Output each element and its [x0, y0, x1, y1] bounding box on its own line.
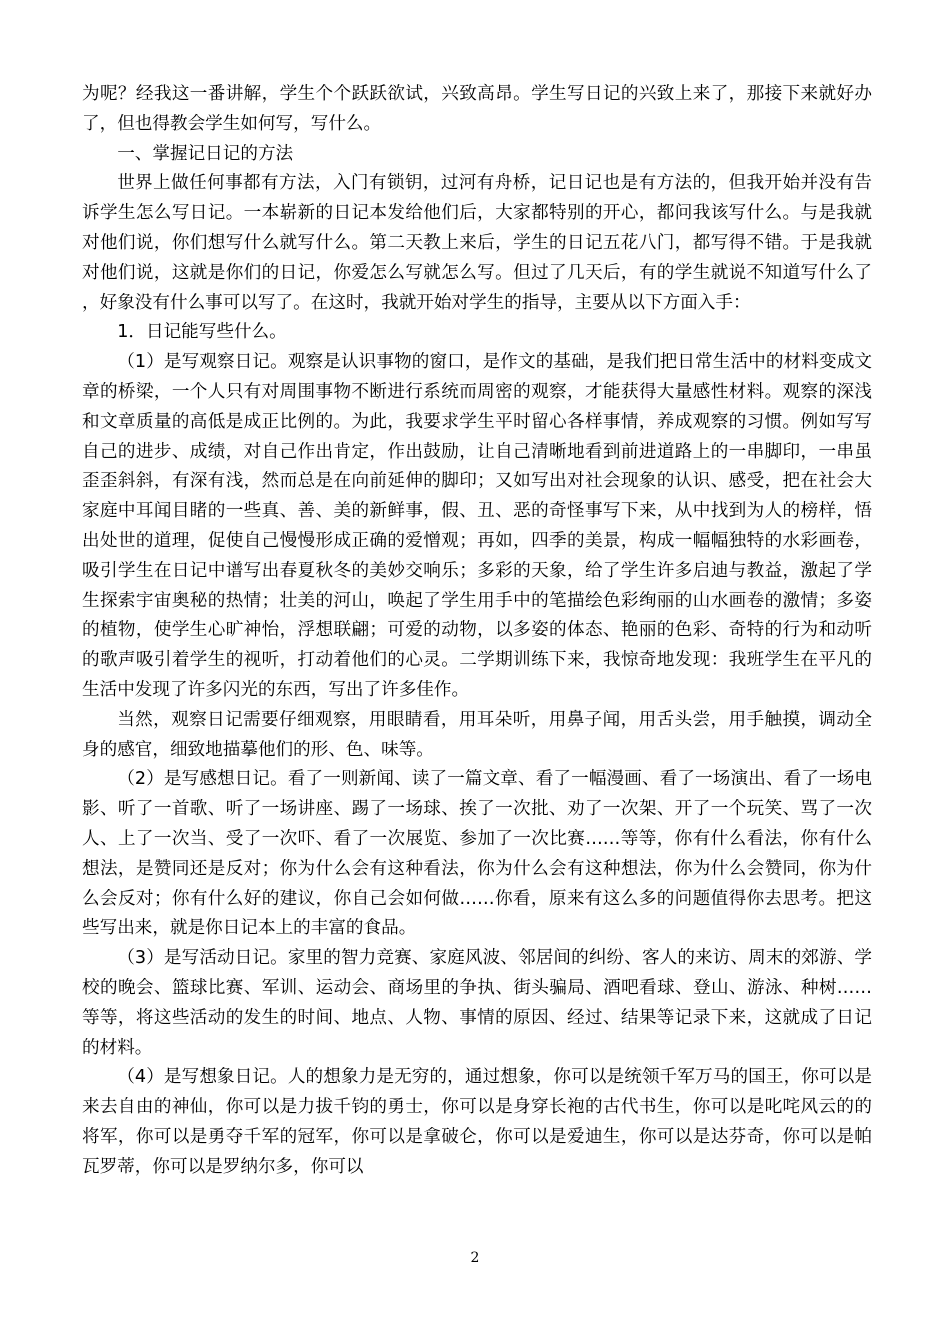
paragraph-observation-diary: （1）是写观察日记。观察是认识事物的窗口，是作文的基础，是我们把日常生活中的材料变成文章的桥梁，一个人只有对周围事物不断进行系统而周密的观察，才能获得大量感性材料。观察的深浅和文章质量的高低是成正比例的。为此，我要求学生平时留心各样事情，养成观察的习惯。例如写写自己的进步、成绩，对自己作出肯定，作出鼓励，让自己清晰地看到前进道路上的一串脚印，一串虽歪歪斜斜，有深有浅，然而总是在向前延伸的脚印；又如写出对社会现象的认识、感受，把在社会大家庭中耳闻目睹的一些真、善、美的新鲜事，假、丑、恶的奇怪事写下来，从中找到为人的榜样，悟出处世的道理，促使自己慢慢形成正确的爱憎观；再如，四季的美景，构成一幅幅独特的水彩画卷，吸引学生在日记中谱写出春夏秋冬的美妙交响乐；多彩的天象，给了学生许多启迪与教益，激起了学生探索宇宙奥秘的热情；壮美的河山，唤起了学生用手中的笔描绘色彩绚丽的山水画卷的激情；多姿的植物，使学生心旷神怡，浮想联翩；可爱的动物，以多姿的体态、艳丽的色彩、奇特的行为和动听的歌声吸引着学生的视听，打动着他们的心灵。二学期训练下来，我惊奇地发现：我班学生在平凡的生活中发现了许多闪光的东西，写出了许多佳作。 [82, 352, 872, 700]
section-heading-method: 一、掌握记日记的方法 [117, 143, 294, 164]
paragraph-continuation: 为呢？经我这一番讲解，学生个个跃跃欲试，兴致高昂。学生写日记的兴致上来了，那接下来就好办了，但也得教会学生如何写，写什么。 [82, 84, 872, 134]
paragraph-imagination-diary: （4）是写想象日记。人的想象力是无穷的，通过想象，你可以是统领千军万马的国王，你可以是来去自由的神仙，你可以是力拔千钧的勇士，你可以是身穿长袍的古代书生，你可以是叱咤风云的的将军，你可以是勇夺千军的冠军，你可以是拿破仑，你可以是爱迪生，你可以是达芬奇，你可以是帕瓦罗蒂，你可以是罗纳尔多，你可以 [82, 1067, 872, 1177]
subheading-what-to-write: 1．日记能写些什么。 [117, 322, 287, 343]
page-number: 2 [470, 1250, 480, 1266]
document-body [82, 80, 872, 1182]
paragraph-activity-diary: （3）是写活动日记。家里的智力竞赛、家庭风波、邻居间的纠纷、客人的来访、周末的郊游、学校的晚会、篮球比赛、军训、运动会、商场里的争执、街头骗局、酒吧看球、登山、游泳、种树……等等，将这些活动的发生的时间、地点、人物、事情的原因、经过、结果等记录下来，这就成了日记的材料。 [82, 948, 872, 1058]
paragraph-reflection-diary: （2）是写感想日记。看了一则新闻、读了一篇文章、看了一幅漫画、看了一场演出、看了一场电影、听了一首歌、听了一场讲座、踢了一场球、挨了一次批、劝了一次架、开了一个玩笑、骂了一次人、上了一次当、受了一次吓、看了一次展览、参加了一次比赛……等等，你有什么看法，你有什么想法，是赞同还是反对；你为什么会有这种看法，你为什么会有这种想法，你为什么会赞同，你为什么会反对；你有什么好的建议，你自己会如何做……你看，原来有这么多的问题值得你去思考。把这些写出来，就是你日记本上的丰富的食品。 [82, 769, 872, 939]
paragraph-intro: 世界上做任何事都有方法，入门有锁钥，过河有舟桥，记日记也是有方法的，但我开始并没有告诉学生怎么写日记。一本崭新的日记本发给他们后，大家都特别的开心，都问我该写什么。与是我就对他们说，你们想写什么就写什么。第二天教上来后，学生的日记五花八门，都写得不错。于是我就对他们说，这就是你们的日记，你爱怎么写就怎么写。但过了几天后，有的学生就说不知道写什么了，好象没有什么事可以写了。在这时，我就开始对学生的指导，主要从以下方面入手： [82, 173, 872, 313]
paragraph-observation-note: 当然，观察日记需要仔细观察，用眼睛看，用耳朵听，用鼻子闻，用舌头尝，用手触摸，调动全身的感官，细致地描摹他们的形、色、味等。 [82, 709, 872, 760]
